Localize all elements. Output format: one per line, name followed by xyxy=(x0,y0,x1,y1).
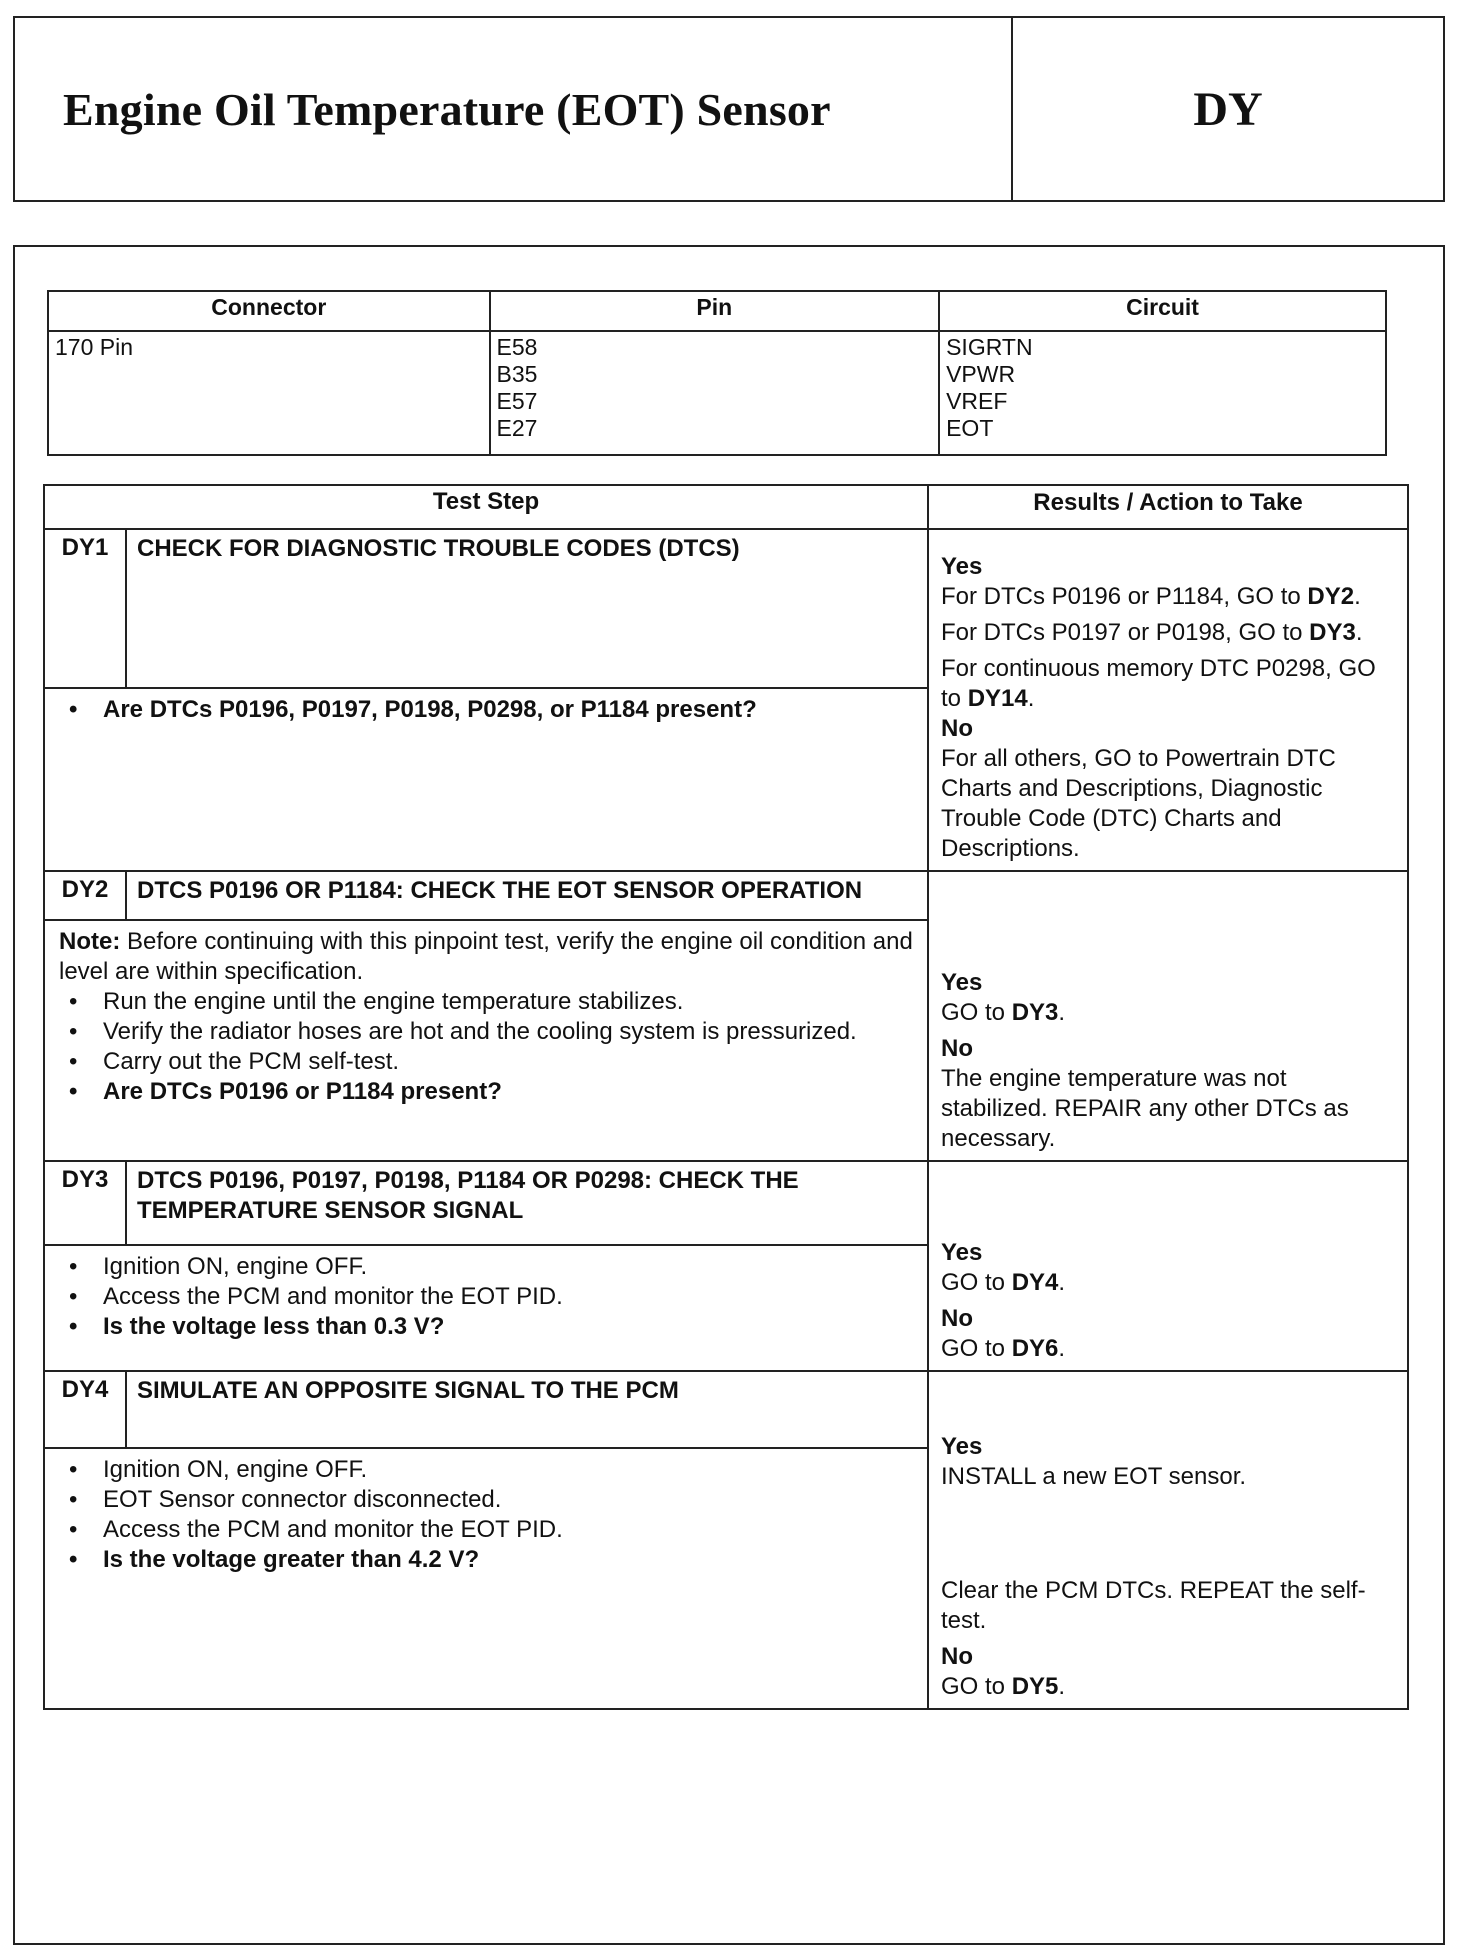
title-cell xyxy=(15,18,1013,200)
result-text: For all others, GO to Powertrain DTC Charts and Descriptions, Diagnostic Trouble Code (DTC) Charts and Descriptions. xyxy=(941,745,1336,862)
col-header-pin: Pin xyxy=(490,291,940,331)
code-cell xyxy=(1013,18,1443,200)
step-dy4-results: Yes INSTALL a new EOT sensor. Clear the PCM DTCs. REPEAT the self-test. No GO to DY5. xyxy=(928,1371,1408,1709)
step-number: DY2 xyxy=(44,871,126,920)
yes-label: Yes xyxy=(941,1239,983,1266)
col-header-circuit: Circuit xyxy=(939,291,1386,331)
note-label: Note: xyxy=(59,928,121,956)
pin-value: B35 xyxy=(496,361,538,387)
pin-value: E27 xyxy=(496,415,538,441)
step-bullet: • Run the engine until the engine temperature stabilizes. xyxy=(87,987,917,1017)
step-bullet: • Ignition ON, engine OFF. xyxy=(87,1252,917,1282)
section-code: DY xyxy=(1193,82,1263,136)
step-number: DY3 xyxy=(44,1161,126,1245)
pin-value: E58 xyxy=(496,334,538,360)
step-question: • Are DTCs P0196 or P1184 present? xyxy=(87,1077,917,1107)
step-bullet: • Verify the radiator hoses are hot and the cooling system is pressurized. xyxy=(87,1017,917,1047)
result-text: GO to xyxy=(941,1673,1006,1700)
circuit-value: EOT xyxy=(946,415,994,441)
step-body xyxy=(44,1448,928,1709)
step-dy2-results: Yes GO to DY3. No The engine temperature was not stabilized. REPAIR any other DTCs as necessary. xyxy=(928,871,1408,1161)
step-bullet: • Ignition ON, engine OFF. xyxy=(87,1455,917,1485)
pin-value: E57 xyxy=(496,388,538,414)
connector-value: 170 Pin xyxy=(55,334,134,360)
step-body xyxy=(44,1245,928,1371)
step-bullet: • EOT Sensor connector disconnected. xyxy=(87,1485,917,1515)
step-bullet: • Access the PCM and monitor the EOT PID. xyxy=(87,1515,917,1545)
step-bullet: • Access the PCM and monitor the EOT PID. xyxy=(87,1282,917,1312)
step-title: DTCS P0196, P0197, P0198, P1184 OR P0298: CHECK THE TEMPERATURE SENSOR SIGNAL xyxy=(126,1161,928,1245)
page-title: Engine Oil Temperature (EOT) Sensor xyxy=(63,83,831,135)
result-text: GO to xyxy=(941,999,1006,1026)
yes-label: Yes xyxy=(941,1433,983,1460)
no-label: No xyxy=(941,1035,973,1062)
result-text: For continuous memory DTC P0298, GO to xyxy=(941,655,1376,712)
step-ref: DY6 xyxy=(1011,1335,1059,1362)
step-number: DY4 xyxy=(44,1371,126,1448)
circuit-cell xyxy=(939,331,1386,455)
step-title: CHECK FOR DIAGNOSTIC TROUBLE CODES (DTCS) xyxy=(126,529,928,688)
step-ref: DY5 xyxy=(1011,1673,1059,1700)
step-ref: DY3 xyxy=(1309,619,1356,646)
step-body xyxy=(44,920,928,1161)
result-text: For DTCs P0196 or P1184, GO to xyxy=(941,583,1301,610)
step-dy1-header-row xyxy=(44,529,1408,688)
step-dy3-results: Yes GO to DY4. No GO to DY6. xyxy=(928,1161,1408,1371)
result-text: Clear the PCM DTCs. REPEAT the self-test. xyxy=(941,1577,1366,1634)
step-ref: DY2 xyxy=(1307,583,1355,610)
step-question: • Is the voltage greater than 4.2 V? xyxy=(87,1545,917,1575)
step-ref: DY4 xyxy=(1011,1269,1059,1296)
step-title: DTCS P0196 OR P1184: CHECK THE EOT SENSOR OPERATION xyxy=(126,871,928,920)
step-bullet: • Carry out the PCM self-test. xyxy=(87,1047,917,1077)
pin-cell xyxy=(490,331,940,455)
table-row xyxy=(48,331,1386,455)
col-header-test-step: Test Step xyxy=(44,485,928,529)
step-question: • Are DTCs P0196, P0197, P0198, P0298, or P1184 present? xyxy=(87,695,917,725)
result-text: GO to xyxy=(941,1335,1006,1362)
step-body xyxy=(44,688,928,871)
step-ref: DY14 xyxy=(967,685,1028,712)
col-header-results: Results / Action to Take xyxy=(928,485,1408,529)
result-text: For DTCs P0197 or P0198, GO to xyxy=(941,619,1303,646)
step-dy1-results: Yes For DTCs P0196 or P1184, GO to DY2. For DTCs P0197 or P0198, GO to DY3. For continuous memory DTC P0298, GO to DY14. No For all others, GO to Powertrain DTC Charts and Descriptions, Diagnostic Trouble Code (DTC) Charts and Descriptions. xyxy=(928,529,1408,871)
note-text: Before continuing with this pinpoint test, verify the engine oil condition and level are within specification. xyxy=(59,928,913,986)
step-dy2-header-row xyxy=(44,871,1408,920)
yes-label: Yes xyxy=(941,553,983,580)
col-header-connector: Connector xyxy=(48,291,490,331)
result-text: The engine temperature was not stabilized. REPAIR any other DTCs as necessary. xyxy=(941,1065,1349,1152)
circuit-value: VPWR xyxy=(946,361,1016,387)
connector-table xyxy=(47,290,1387,456)
result-text: GO to xyxy=(941,1269,1006,1296)
step-question: • Is the voltage less than 0.3 V? xyxy=(87,1312,917,1342)
step-dy4-header-row xyxy=(44,1371,1408,1448)
no-label: No xyxy=(941,715,973,742)
result-text: INSTALL a new EOT sensor. xyxy=(941,1463,1247,1490)
test-step-table xyxy=(43,484,1409,1710)
page-header xyxy=(13,16,1445,202)
no-label: No xyxy=(941,1643,973,1670)
yes-label: Yes xyxy=(941,969,983,996)
circuit-value: SIGRTN xyxy=(946,334,1033,360)
step-ref: DY3 xyxy=(1011,999,1059,1026)
no-label: No xyxy=(941,1305,973,1332)
step-dy3-header-row xyxy=(44,1161,1408,1245)
step-number: DY1 xyxy=(44,529,126,688)
connector-cell xyxy=(48,331,490,455)
step-title: SIMULATE AN OPPOSITE SIGNAL TO THE PCM xyxy=(126,1371,928,1448)
circuit-value: VREF xyxy=(946,388,1008,414)
